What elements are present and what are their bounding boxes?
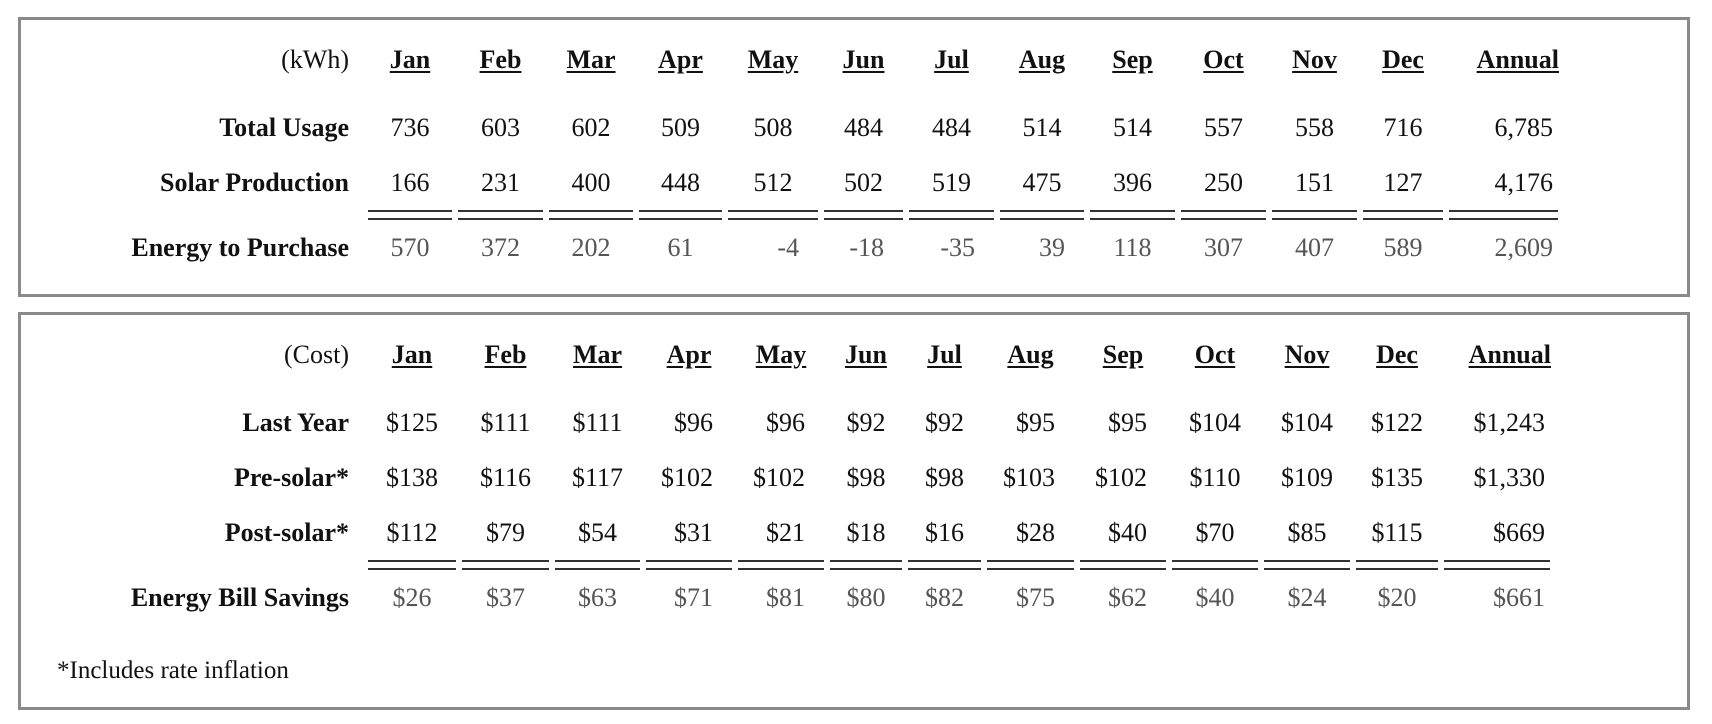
value-cell: 603: [481, 112, 520, 142]
value-cell: $102: [1095, 462, 1147, 492]
row-label: Total Usage: [219, 112, 349, 142]
value-cell: $110: [1189, 462, 1241, 492]
rule-spacer: [21, 210, 365, 220]
double-rule: [821, 210, 906, 220]
total-value: $24: [1287, 583, 1327, 612]
row-label: Solar Production: [159, 167, 349, 197]
total-value: -18: [849, 233, 884, 262]
value-cell: $135: [1371, 462, 1423, 492]
table-row: [21, 450, 1553, 505]
value-cell: $21: [766, 517, 805, 547]
month-header-may: May: [747, 45, 799, 74]
month-header-oct: Oct: [1203, 45, 1244, 74]
energy-table-panel: [18, 17, 1690, 297]
value-cell: $70: [1195, 517, 1235, 547]
header-row: [21, 315, 1553, 395]
total-row: [21, 220, 1561, 276]
value-cell: 151: [1295, 167, 1334, 197]
table-row: [21, 395, 1553, 450]
double-rule: [1353, 560, 1441, 570]
row-label: Post-solar*: [224, 517, 349, 547]
total-value: $63: [578, 583, 617, 612]
total-value: $20: [1377, 583, 1417, 612]
value-cell: 448: [661, 167, 700, 197]
double-rule: [455, 210, 546, 220]
value-cell: $104: [1189, 407, 1241, 437]
month-header-feb: Feb: [484, 340, 527, 369]
value-cell: 512: [753, 167, 793, 197]
total-value: 307: [1204, 233, 1243, 262]
value-cell: 509: [661, 112, 700, 142]
month-header-sep: Sep: [1102, 340, 1144, 369]
row-label: Last Year: [242, 407, 349, 437]
value-cell: $92: [925, 407, 964, 437]
month-header-aug: Aug: [1007, 340, 1054, 369]
double-rule: [1441, 560, 1553, 570]
total-value: 202: [571, 233, 611, 262]
total-label: Energy Bill Savings: [130, 583, 349, 612]
value-cell: 166: [390, 167, 430, 197]
value-cell: 484: [932, 112, 971, 142]
double-rule: [1169, 560, 1261, 570]
month-header-jul: Jul: [934, 45, 969, 74]
total-value: $40: [1195, 583, 1235, 612]
energy-kwh-table: [21, 20, 1561, 276]
footnote: *Includes rate inflation: [57, 657, 289, 684]
value-cell: $104: [1281, 407, 1333, 437]
value-cell: $96: [674, 407, 713, 437]
value-cell: 558: [1295, 112, 1334, 142]
unit-label: (kWh): [281, 45, 349, 74]
table-row: [21, 505, 1553, 560]
value-cell: 514: [1113, 112, 1152, 142]
value-cell: $98: [925, 462, 964, 492]
value-cell: $115: [1371, 517, 1423, 547]
double-rule: [636, 210, 725, 220]
month-header-feb: Feb: [479, 45, 522, 74]
value-cell: $96: [766, 407, 805, 437]
month-header-jun: Jun: [845, 340, 887, 369]
double-rule: [1261, 560, 1353, 570]
value-cell: 396: [1113, 167, 1152, 197]
total-value: 570: [390, 233, 430, 262]
value-cell: $92: [846, 407, 886, 437]
row-label: Pre-solar*: [233, 462, 349, 492]
value-cell: $16: [925, 517, 964, 547]
double-rule: [1269, 210, 1360, 220]
month-header-jan: Jan: [389, 45, 431, 74]
double-rule: [643, 560, 735, 570]
double-rule: [552, 560, 643, 570]
value-cell: 250: [1204, 167, 1243, 197]
value-cell: 231: [481, 167, 520, 197]
double-rule: [365, 210, 455, 220]
table-row: [21, 100, 1561, 155]
total-value: 118: [1113, 233, 1152, 262]
value-cell: $95: [1016, 407, 1055, 437]
month-header-dec: Dec: [1382, 45, 1424, 74]
month-header-oct: Oct: [1194, 340, 1236, 369]
value-cell: 475: [1022, 167, 1062, 197]
total-value: $82: [925, 583, 964, 612]
month-header-may: May: [755, 340, 807, 369]
cost-table-panel: [18, 312, 1690, 710]
value-cell: $28: [1016, 517, 1055, 547]
month-header-mar: Mar: [572, 340, 623, 369]
value-cell: $102: [753, 462, 805, 492]
value-cell: $79: [486, 517, 525, 547]
month-header-apr: Apr: [658, 45, 703, 74]
total-value: 372: [481, 233, 520, 262]
total-value: $62: [1108, 583, 1147, 612]
header-row: [21, 20, 1561, 100]
value-cell: $116: [479, 462, 532, 492]
double-rule: [1077, 560, 1169, 570]
value-cell: $95: [1108, 407, 1147, 437]
month-header-apr: Apr: [666, 340, 712, 369]
value-cell: $111: [572, 407, 623, 437]
double-rule: [1446, 210, 1561, 220]
value-cell: 514: [1022, 112, 1062, 142]
rule-spacer: [21, 560, 365, 570]
value-cell: 502: [844, 167, 883, 197]
value-cell: $31: [674, 517, 713, 547]
annual-value: 6,785: [1494, 112, 1553, 142]
unit-label: (Cost): [284, 340, 349, 369]
total-value: -35: [940, 233, 975, 262]
double-rule: [546, 210, 636, 220]
value-cell: $117: [571, 462, 624, 492]
double-rule: [365, 560, 459, 570]
annual-value: $669: [1493, 517, 1545, 547]
double-rule: [725, 210, 821, 220]
value-cell: $103: [1003, 462, 1055, 492]
annual-value: $1,330: [1473, 462, 1545, 492]
total-value: 589: [1383, 233, 1423, 262]
annual-header: Annual: [1468, 340, 1551, 369]
month-header-jul: Jul: [927, 340, 962, 369]
annual-value: 4,176: [1494, 167, 1553, 197]
total-label: Energy to Purchase: [131, 233, 349, 262]
value-cell: 736: [390, 112, 430, 142]
value-cell: $40: [1108, 517, 1147, 547]
value-cell: 557: [1204, 112, 1243, 142]
total-value: 39: [1039, 233, 1065, 262]
value-cell: $125: [386, 407, 438, 437]
value-cell: $122: [1371, 407, 1423, 437]
total-value: -4: [777, 233, 799, 262]
total-value: 407: [1295, 233, 1334, 262]
table-row: [21, 155, 1561, 210]
double-rule: [1178, 210, 1269, 220]
energy-cost-table: [21, 315, 1553, 626]
value-cell: 519: [932, 167, 971, 197]
value-cell: 716: [1383, 112, 1423, 142]
value-cell: $98: [846, 462, 886, 492]
total-value: 61: [667, 233, 694, 262]
month-header-dec: Dec: [1376, 340, 1418, 369]
value-cell: $138: [386, 462, 438, 492]
annual-header: Annual: [1476, 45, 1559, 74]
double-rule: [1360, 210, 1446, 220]
double-rule: [984, 560, 1077, 570]
total-row: [21, 570, 1553, 626]
value-cell: $85: [1287, 517, 1327, 547]
value-cell: 508: [753, 112, 793, 142]
total-annual-value: $661: [1493, 583, 1545, 612]
value-cell: 484: [844, 112, 883, 142]
double-rule: [827, 560, 905, 570]
value-cell: $18: [846, 517, 886, 547]
total-annual-value: 2,609: [1494, 233, 1553, 262]
month-header-nov: Nov: [1284, 340, 1330, 369]
value-cell: $112: [386, 517, 438, 547]
double-rule: [905, 560, 984, 570]
value-cell: $109: [1281, 462, 1333, 492]
total-value: $37: [486, 583, 525, 612]
double-rule: [906, 210, 997, 220]
double-rule-row: [21, 560, 1553, 570]
value-cell: $102: [661, 462, 713, 492]
double-rule: [459, 560, 552, 570]
total-value: $26: [392, 583, 432, 612]
month-header-sep: Sep: [1112, 45, 1153, 74]
total-value: $81: [766, 583, 805, 612]
value-cell: 400: [571, 167, 611, 197]
total-value: $80: [846, 583, 886, 612]
double-rule-row: [21, 210, 1561, 220]
month-header-jan: Jan: [391, 340, 433, 369]
value-cell: $111: [480, 407, 531, 437]
double-rule: [1087, 210, 1178, 220]
annual-value: $1,243: [1473, 407, 1545, 437]
value-cell: 127: [1383, 167, 1423, 197]
total-value: $71: [674, 583, 713, 612]
month-header-aug: Aug: [1018, 45, 1066, 74]
month-header-jun: Jun: [842, 45, 885, 74]
value-cell: $54: [578, 517, 617, 547]
double-rule: [735, 560, 827, 570]
total-value: $75: [1016, 583, 1055, 612]
month-header-nov: Nov: [1292, 45, 1337, 74]
value-cell: 602: [571, 112, 611, 142]
month-header-mar: Mar: [566, 45, 616, 74]
double-rule: [997, 210, 1087, 220]
